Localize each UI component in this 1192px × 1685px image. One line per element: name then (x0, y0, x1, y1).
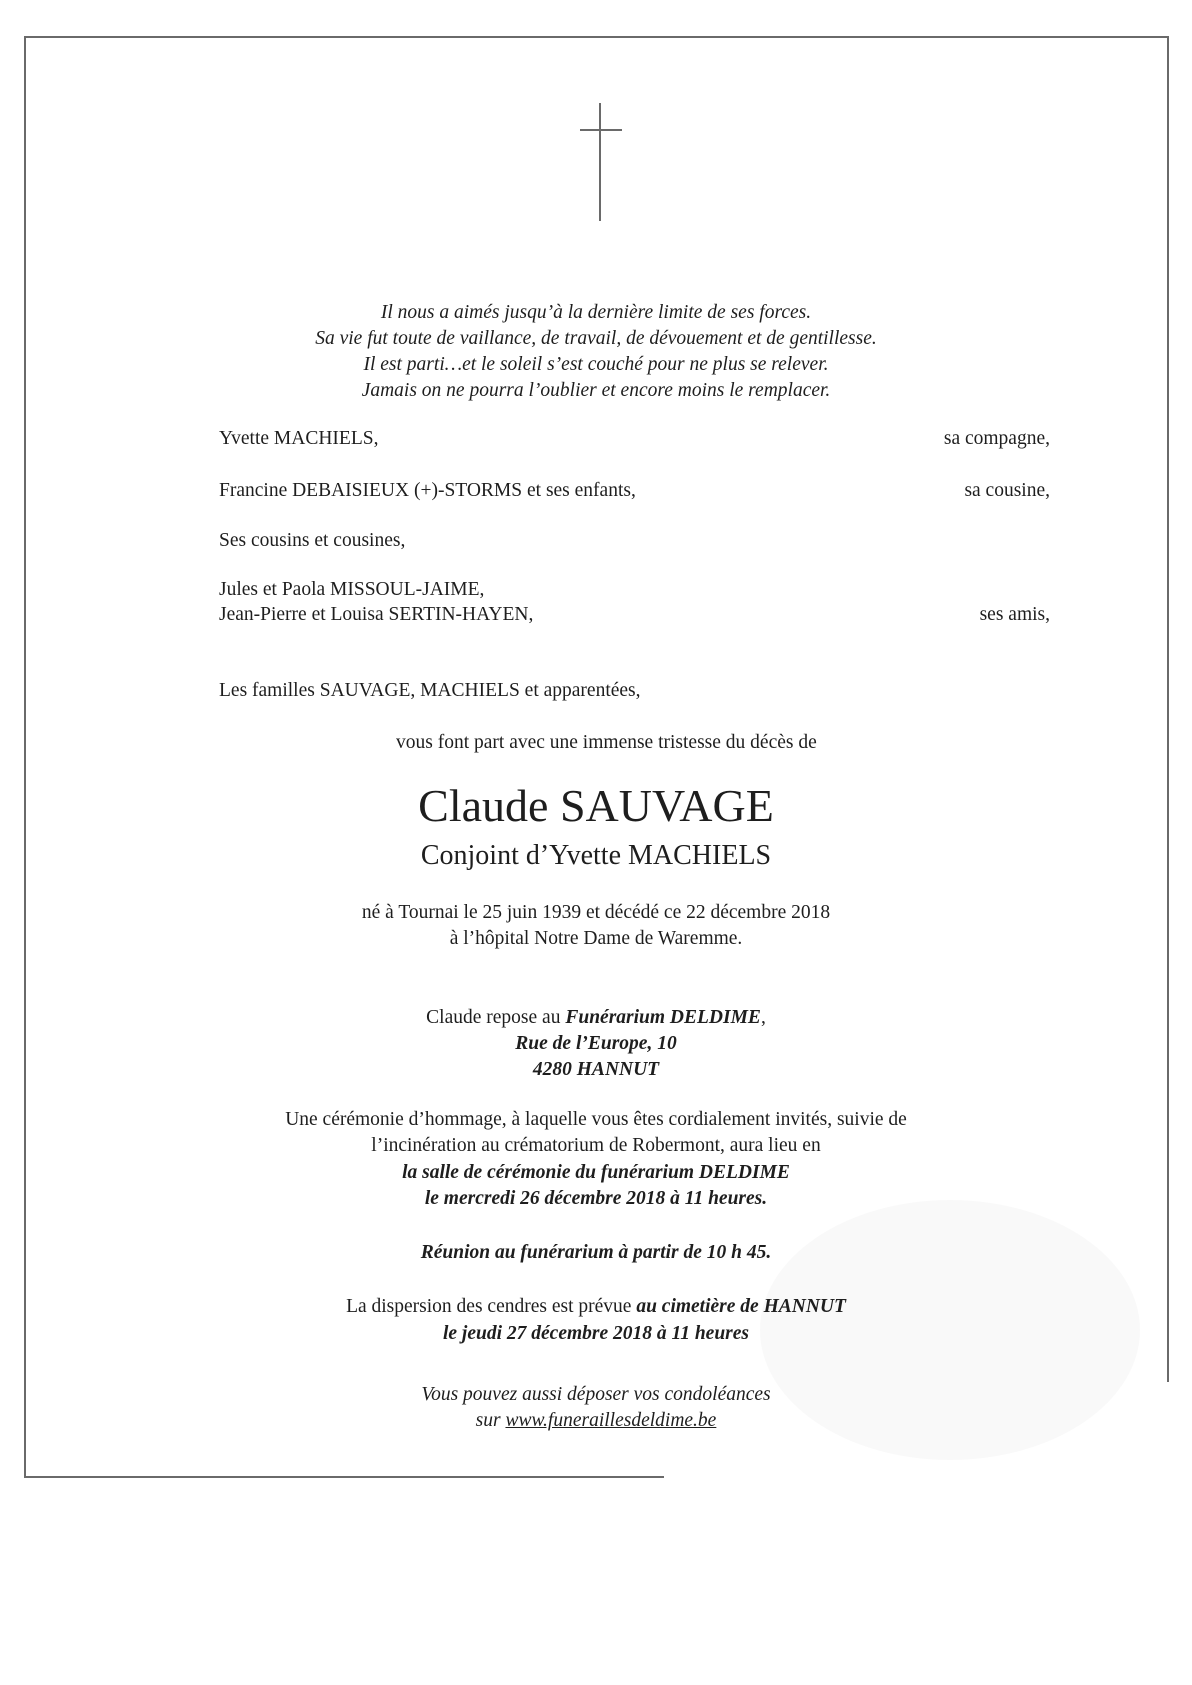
cross-icon (580, 103, 622, 221)
border-bottom (24, 1476, 664, 1478)
family-name: Ses cousins et cousines, (219, 530, 406, 551)
deceased-subtitle: Conjoint d’Yvette MACHIELS (420, 840, 772, 871)
condolences-line: Vous pouvez aussi déposer vos condoléances (421, 1384, 771, 1405)
poem-line: Sa vie fut toute de vaillance, de travail, de dévouement et de gentillesse. (315, 328, 877, 349)
family-name: Les familles SAUVAGE, MACHIELS et apparentées, (219, 680, 641, 701)
family-relation: sa compagne, (943, 428, 1050, 449)
ceremony-place: la salle de cérémonie du funérarium DELDIME (402, 1162, 790, 1183)
rest-venue: Funérarium DELDIME (565, 1007, 761, 1028)
family-relation: sa cousine, (964, 480, 1050, 501)
border-top (24, 36, 1169, 38)
family-name: Francine DEBAISIEUX (+)-STORMS et ses enfants, (219, 480, 636, 501)
ceremony-date: le mercredi 26 décembre 2018 à 11 heures. (424, 1188, 768, 1209)
family-name: Jules et Paola MISSOUL-JAIME, (219, 579, 485, 600)
ceremony-line: l’incinération au crématorium de Robermont, aura lieu en (371, 1135, 821, 1156)
poem-line: Il est parti…et le soleil s’est couché pour ne plus se relever. (363, 354, 829, 375)
reunion: Réunion au funérarium à partir de 10 h 45. (420, 1242, 772, 1263)
rest-prefix: Claude repose au (426, 1007, 566, 1028)
rest-suffix: , (760, 1007, 766, 1028)
birth-death: né à Tournai le 25 juin 1939 et décédé ce 22 décembre 2018 (361, 902, 831, 923)
condolences-url-line (0, 1409, 1192, 1433)
death-place: à l’hôpital Notre Dame de Waremme. (449, 928, 743, 949)
family-name: Jean-Pierre et Louisa SERTIN-HAYEN, (219, 604, 534, 625)
poem-line: Il nous a aimés jusqu’à la dernière limite de ses forces. (380, 302, 812, 323)
ceremony-line: Une cérémonie d’hommage, à laquelle vous êtes cordialement invités, suivie de (285, 1109, 907, 1130)
dispersion-date: le jeudi 27 décembre 2018 à 11 heures (442, 1323, 749, 1344)
dispersion-place: au cimetière de HANNUT (636, 1296, 846, 1317)
rest-city: 4280 HANNUT (532, 1059, 660, 1080)
deceased-name: Claude SAUVAGE (418, 780, 774, 831)
family-name: Yvette MACHIELS, (219, 428, 379, 449)
rest-line (0, 1006, 1192, 1030)
poem-line: Jamais on ne pourra l’oublier et encore moins le remplacer. (361, 380, 831, 401)
condolences-link[interactable]: www.funeraillesdeldime.be (505, 1410, 717, 1431)
dispersion-line (0, 1295, 1192, 1319)
dispersion-prefix: La dispersion des cendres est prévue (346, 1296, 637, 1317)
family-relation: ses amis, (979, 604, 1050, 625)
condolences-prefix: sur (475, 1410, 506, 1431)
rest-street: Rue de l’Europe, 10 (515, 1033, 677, 1054)
announcement: vous font part avec une immense tristesse du décès de (396, 732, 817, 753)
